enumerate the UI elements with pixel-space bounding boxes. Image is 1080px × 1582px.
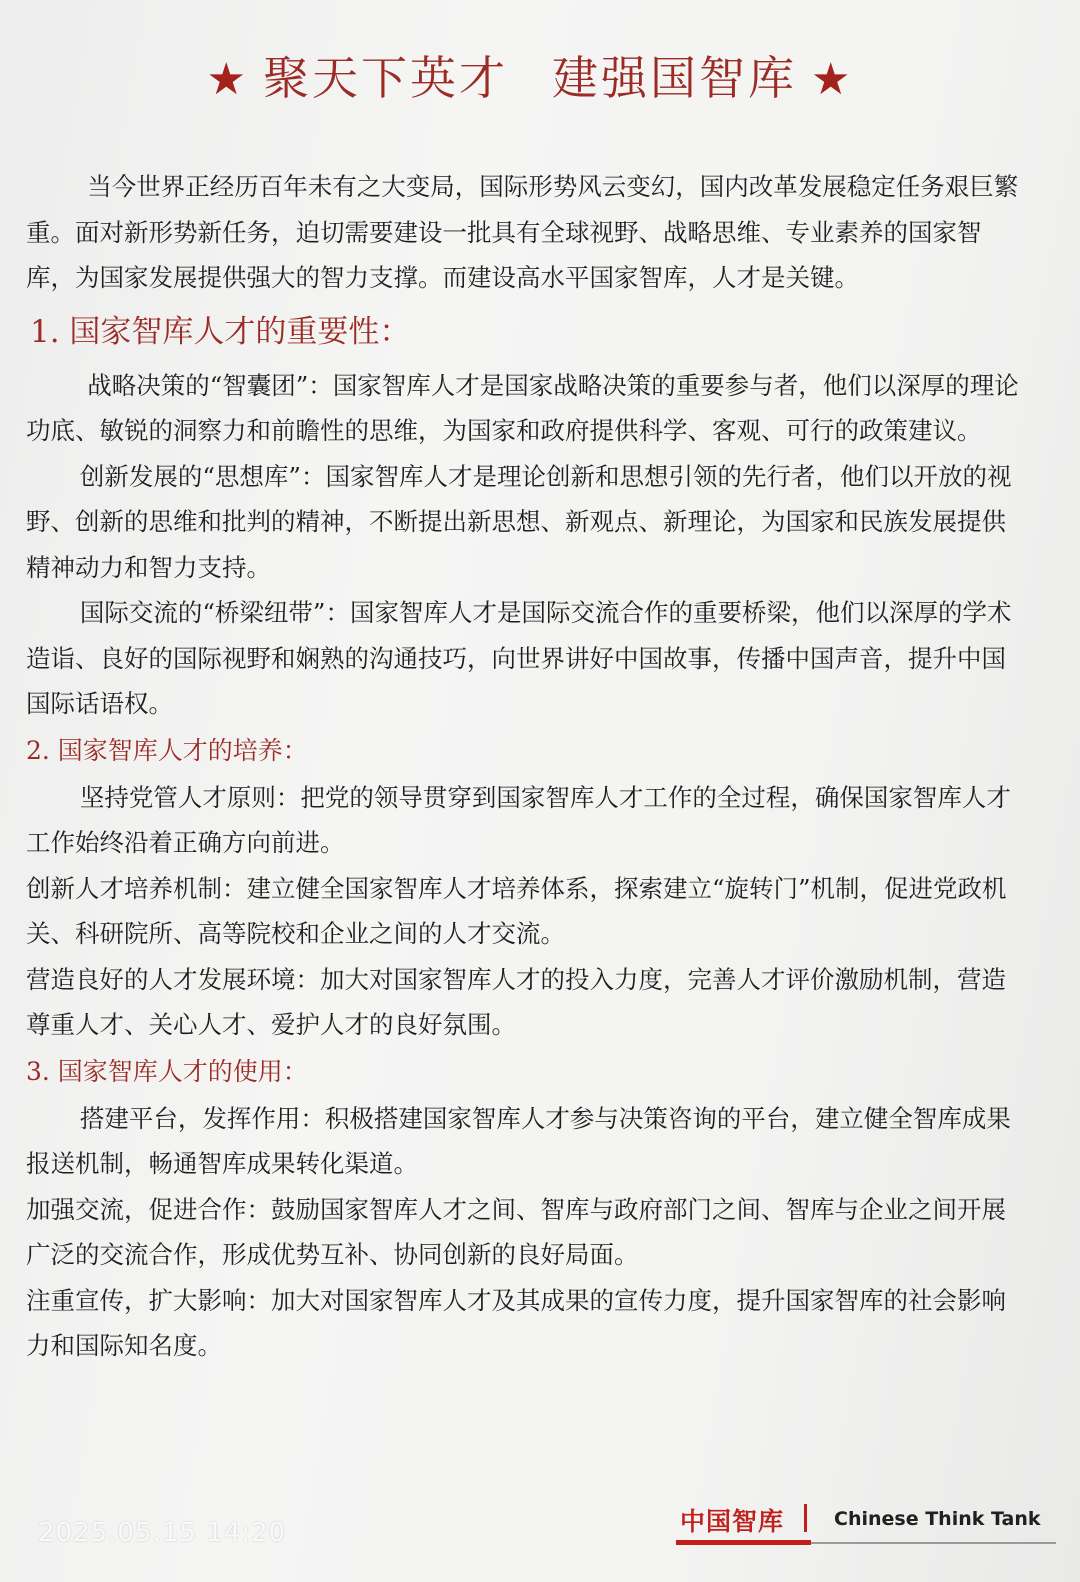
item-text: 国家智库人才是国际交流合作的重要桥梁，他们以深厚的学术造诣、良好的国际视野和娴熟的沟通技巧，向世界讲好中国故事，传播中国声音，提升中国国际话语权。 <box>26 598 1012 718</box>
brand-name-cn: 中国智库 <box>680 1507 785 1536</box>
brand-underline-red <box>676 1540 811 1545</box>
item-lede: 创新发展的“思想库”： <box>79 461 326 491</box>
section-2-item-1 <box>26 775 1026 866</box>
section-3-item-3 <box>26 1278 1026 1369</box>
item-text: 加大对国家智库人才及其成果的宣传力度，提升国家智库的社会影响力和国际知名度。 <box>26 1285 1006 1360</box>
item-text: 把党的领导贯穿到国家智库人才工作的全过程，确保国家智库人才工作始终沿着正确方向前进。 <box>26 782 1011 857</box>
section-3-item-2 <box>26 1187 1026 1278</box>
item-lede: 创新人才培养机制： <box>26 873 247 903</box>
item-lede: 搭建平台，发挥作用： <box>79 1103 325 1133</box>
item-text: 国家智库人才是理论创新和思想引领的先行者，他们以开放的视野、创新的思维和批判的精神，不断提出新思想、新观点、新理论，为国家和民族发展提供精神动力和智力支持。 <box>26 461 1012 582</box>
poster-title <box>0 42 1060 108</box>
section-heading-3: 3. 国家智库人才的使用： <box>26 1056 308 1086</box>
intro-paragraph: 当今世界正经历百年未有之大变局，国际形势风云变幻，国内改革发展稳定任务艰巨繁重。面对新形势新任务，迫切需要建设一批具有全球视野、战略思维、专业素养的国家智库，为国家发展提供强大的智力支撑。而建设高水平国家智库，人才是关键。 <box>26 172 1019 292</box>
item-lede: 加强交流，促进合作： <box>26 1194 271 1224</box>
brand-divider <box>804 1504 807 1532</box>
photo-timestamp: 2025.05.15 14:20 <box>38 1518 287 1548</box>
item-lede: 坚持党管人才原则： <box>79 782 301 812</box>
star-icon: ★ <box>811 54 854 105</box>
star-icon: ★ <box>206 54 249 105</box>
section-3-item-1 <box>26 1096 1026 1187</box>
section-heading-2: 2. 国家智库人才的培养： <box>26 735 308 765</box>
item-text: 国家智库人才是国家战略决策的重要参与者，他们以深厚的理论功底、敏锐的洞察力和前瞻性的思维，为国家和政府提供科学、客观、可行的政策建议。 <box>26 370 1019 445</box>
section-2-item-3 <box>26 957 1026 1048</box>
item-lede: 国际交流的“桥梁纽带”： <box>79 598 350 627</box>
brand-footer <box>676 1500 1060 1550</box>
item-text: 鼓励国家智库人才之间、智库与政府部门之间、智库与企业之间开展广泛的交流合作，形成优势互补、协同创新的良好局面。 <box>26 1194 1006 1269</box>
item-text: 积极搭建国家智库人才参与决策咨询的平台，建立健全智库成果报送机制，畅通智库成果转化渠道。 <box>26 1103 1011 1178</box>
item-text: 加大对国家智库人才的投入力度，完善人才评价激励机制，营造尊重人才、关心人才、爱护人才的良好氛围。 <box>26 964 1006 1039</box>
item-text: 建立健全国家智库人才培养体系，探索建立“旋转门”机制，促进党政机关、科研院所、高等院校和企业之间的人才交流。 <box>26 873 1007 948</box>
section-2-item-2 <box>26 866 1026 957</box>
item-lede: 注重宣传，扩大影响： <box>26 1285 271 1315</box>
section-1-item-1 <box>26 363 1026 454</box>
brand-underline-gray <box>811 1542 1056 1544</box>
section-1-item-3 <box>26 590 1026 727</box>
item-lede: 营造良好的人才发展环境： <box>26 964 320 994</box>
section-heading-1: 1. 国家智库人才的重要性： <box>30 313 411 350</box>
section-1-item-2 <box>26 454 1026 591</box>
item-lede: 战略决策的“智囊团”： <box>87 370 333 400</box>
poster-body <box>26 164 1026 1369</box>
title-left: 聚天下英才 <box>263 51 508 105</box>
title-right: 建强国智库 <box>552 51 797 105</box>
brand-name-en: Chinese Think Tank <box>834 1508 1041 1530</box>
